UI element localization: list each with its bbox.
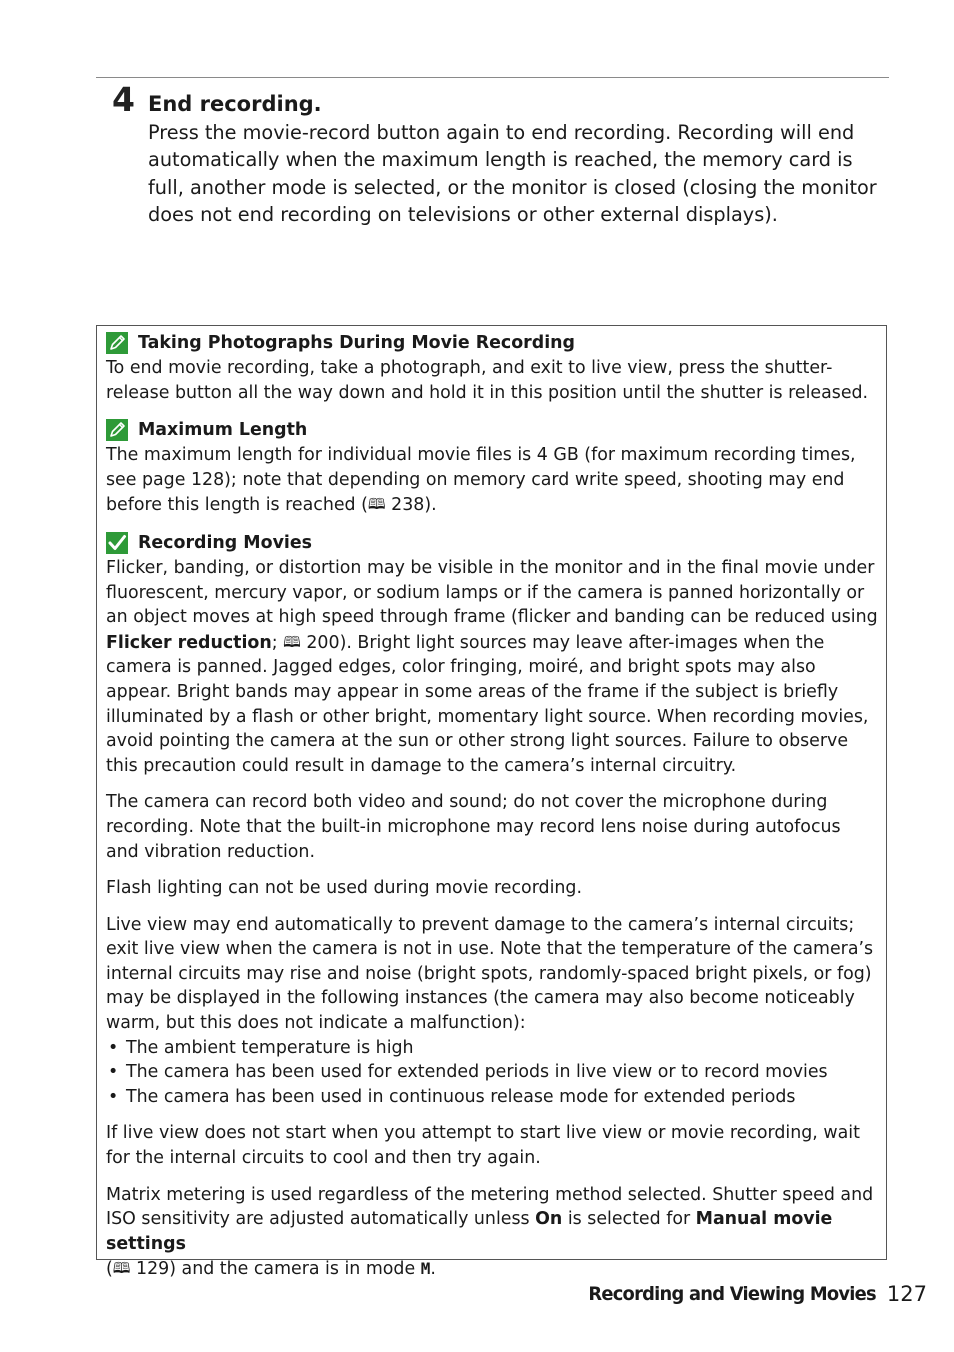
step-body: Press the movie-record button again to end recording. Recording will end automatically when the maximum length is reached, the memory card is full, another mode is selected, or the monitor is closed (closing the monitor does not end recording on televisions or other external displays). bbox=[148, 121, 877, 226]
menu-item-flicker-reduction: Flicker reduction bbox=[106, 632, 272, 653]
notes-box bbox=[96, 325, 887, 1280]
book-reference-icon: 🕮 bbox=[112, 1259, 131, 1278]
recording-movies-paragraph-6: Matrix metering is used regardless of the metering method selected. Shutter speed and ISO sensitivity are adjusted automatically unless On is selected for Manual movie settings (🕮 129) and the camera is in mode M. bbox=[106, 1184, 874, 1280]
pencil-icon bbox=[106, 419, 128, 441]
menu-item-manual-movie-settings: Manual movie settings bbox=[106, 1209, 833, 1254]
mode-m-glyph: M bbox=[420, 1259, 431, 1279]
note-body-taking-photos: To end movie recording, take a photograph, and exit to live view, press the shutter-release button all the way down and hold it in this position until the shutter is released. bbox=[106, 358, 869, 403]
note-heading-max-length bbox=[106, 417, 878, 443]
notes-content bbox=[106, 330, 878, 1282]
footer-page-number: 127 bbox=[886, 1282, 927, 1306]
book-reference-icon: 🕮 bbox=[367, 495, 386, 514]
page-reference-link[interactable]: 129 bbox=[136, 1259, 170, 1280]
step-number: 4 bbox=[112, 80, 135, 119]
recording-movies-paragraph-3: Flash lighting can not be used during movie recording. bbox=[106, 878, 582, 899]
note-title-recording-movies: Recording Movies bbox=[138, 532, 313, 553]
footer-section-title: Recording and Viewing Movies bbox=[588, 1283, 876, 1305]
note-heading-recording-movies bbox=[106, 530, 878, 556]
list-item: • The camera has been used for extended periods in live view or to record movies bbox=[106, 1060, 878, 1085]
recording-movies-paragraph-1: Flicker, banding, or distortion may be visible in the monitor and in the final movie under fluorescent, mercury vapor, or sodium lamps or if the camera is panned horizontally or an object moves at high speed through frame (flicker and banding can be reduced using Flicker reduction; 🕮 200). Bright light sources may leave after-images when the camera is panned. Jagged edges, color fringing, moiré, and bright spots may also appear. Bright bands may appear in some areas of the frame if the subject is briefly illuminated by a flash or other bright, momentary light source. When recording movies, avoid pointing the camera at the sun or other strong light sources. Failure to observe this precaution could result in damage to the camera’s internal circuitry. bbox=[106, 557, 878, 776]
recording-movies-paragraph-5: If live view does not start when you attempt to start live view or movie recording, wait for the internal circuits to cool and then try again. bbox=[106, 1123, 860, 1169]
setting-on: On bbox=[535, 1209, 563, 1230]
recording-movies-paragraph-4: Live view may end automatically to prevent damage to the camera’s internal circuits; exit live view when the camera is not in use. Note that the temperature of the camera’s internal circuits may rise and noise (bright spots, randomly-spaced bright pixels, or fog) may be displayed in the following instances (the camera may also become noticeably warm, but this does not indicate a malfunction): bbox=[106, 914, 874, 1034]
list-item: • The camera has been used in continuous release mode for extended periods bbox=[106, 1085, 878, 1110]
step-title: End recording. bbox=[148, 92, 322, 116]
list-item: • The ambient temperature is high bbox=[106, 1036, 878, 1061]
note-body-max-length: The maximum length for individual movie files is 4 GB (for maximum recording times, see page 128); note that depending on memory card write speed, shooting may end before this length is reached (🕮 238). bbox=[106, 445, 856, 516]
page-reference-link[interactable]: 200 bbox=[306, 632, 340, 653]
pencil-icon bbox=[106, 332, 128, 354]
note-title-taking-photos: Taking Photographs During Movie Recording bbox=[138, 332, 575, 353]
check-icon bbox=[106, 532, 128, 554]
recording-movies-paragraph-2: The camera can record both video and sound; do not cover the microphone during recording. Note that the built-in microphone may record lens noise during autofocus and vibration reduction. bbox=[106, 792, 841, 862]
temperature-bullet-list bbox=[106, 1036, 878, 1110]
note-title-max-length: Maximum Length bbox=[138, 419, 308, 440]
top-rule bbox=[96, 77, 889, 78]
book-reference-icon: 🕮 bbox=[283, 632, 301, 651]
page-reference-link[interactable]: 238 bbox=[391, 495, 425, 516]
note-heading-taking-photos bbox=[106, 330, 878, 356]
